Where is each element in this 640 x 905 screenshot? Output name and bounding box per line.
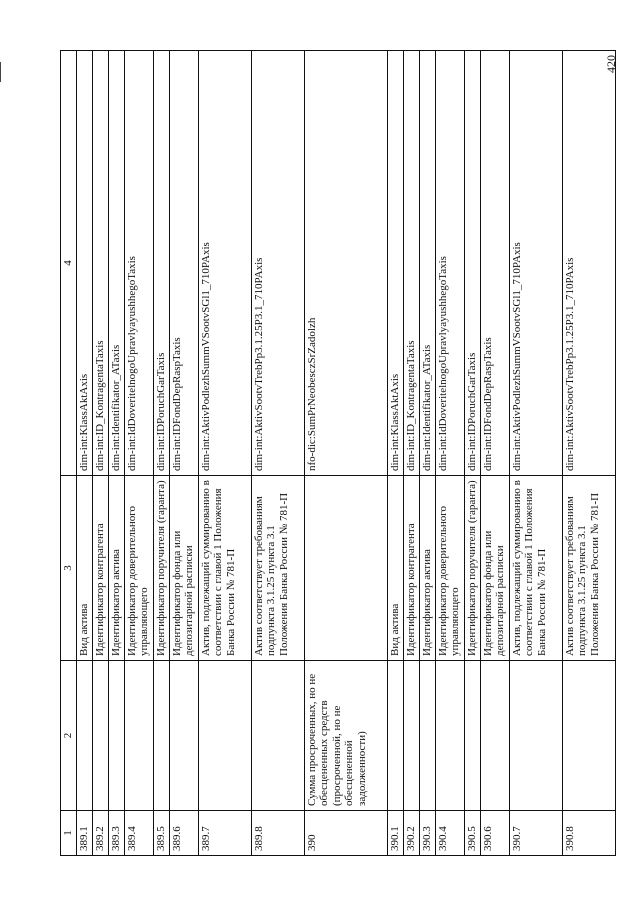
header-cell: 4 [61,51,77,476]
table-row [403,51,419,856]
cell-attribute: Вид актива [76,476,92,661]
cell-id: 389.1 [76,811,92,856]
table-row [435,51,464,856]
cell-name [403,661,419,811]
cell-name [76,661,92,811]
cell-name [169,661,198,811]
table-row [169,51,198,856]
cell-name [480,661,509,811]
cell-attribute: Идентификатор контрагента [92,476,108,661]
table-body [76,51,615,856]
cell-attribute: Идентификатор поручителя (гаранта) [464,476,480,661]
cell-attribute: Идентификатор доверительного управляющего [124,476,153,661]
table-row [251,51,304,856]
cell-id: 389.2 [92,811,108,856]
cell-attribute: Вид актива [387,476,403,661]
cell-attribute: Актив соответствует требованиям подпункта 3.1.25 пункта 3.1 Положения Банка России № 781-П [251,476,304,661]
cell-id: 389.7 [198,811,251,856]
cell-id: 390.2 [403,811,419,856]
cell-name [108,661,124,811]
cell-id: 390.5 [464,811,480,856]
cell-code: dim-int:AktivSootvTrebPp3.1.25P3.1_710PAxis [562,51,615,476]
cell-code: dim-int:IDFondDepRaspTaxis [480,51,509,476]
cell-id: 390 [304,811,387,856]
table-row [562,51,615,856]
cell-code: dim-int:IdDoveritelnogoUpravlyayushhegoTaxis [435,51,464,476]
cell-code: dim-int:IDPoruchGarTaxis [464,51,480,476]
cell-code: dim-int:IDFondDepRaspTaxis [169,51,198,476]
cell-id: 389.6 [169,811,198,856]
cell-attribute: Идентификатор фонда или депозитарной расписки [169,476,198,661]
table-row [464,51,480,856]
table-row [509,51,562,856]
table-row [480,51,509,856]
cell-code: dim-int:Identifikator_ATaxis [419,51,435,476]
table-row [304,51,387,856]
scan-edge-mark [0,62,1,82]
cell-name [509,661,562,811]
cell-attribute [304,476,387,661]
table-row [153,51,169,856]
cell-code: nfo-dic:SumPrNeobesczSrZadolzh [304,51,387,476]
cell-name [92,661,108,811]
cell-name [251,661,304,811]
header-cell: 2 [61,661,77,811]
cell-code: dim-int:IdDoveritelnogoUpravlyayushhegoTaxis [124,51,153,476]
cell-attribute: Идентификатор контрагента [403,476,419,661]
cell-code: dim-int:AktivSootvTrebPp3.1.25P3.1_710PAxis [251,51,304,476]
cell-code: dim-int:AktivPodlezhSummVSootvSGl1_710PAxis [509,51,562,476]
table-row [92,51,108,856]
cell-attribute: Актив соответствует требованиям подпункта 3.1.25 пункта 3.1 Положения Банка России № 781-П [562,476,615,661]
cell-code: dim-int:ID_KontragentaTaxis [403,51,419,476]
cell-id: 389.3 [108,811,124,856]
table-row [419,51,435,856]
cell-id: 390.3 [419,811,435,856]
table-row [76,51,92,856]
cell-attribute: Идентификатор актива [108,476,124,661]
table-row [387,51,403,856]
cell-attribute: Актив, подлежащий суммированию в соответствии с главой 1 Положения Банка России № 781-П [198,476,251,661]
cell-name: Сумма просроченных, но не обесцененных средств (просроченной, но не обесцененной задолженности) [304,661,387,811]
cell-id: 389.4 [124,811,153,856]
cell-code: dim-int:ID_KontragentaTaxis [92,51,108,476]
cell-name [153,661,169,811]
cell-id: 389.8 [251,811,304,856]
cell-code: dim-int:Identifikator_ATaxis [108,51,124,476]
cell-name [419,661,435,811]
cell-id: 389.5 [153,811,169,856]
cell-name [435,661,464,811]
taxonomy-table [60,50,616,856]
header-cell: 3 [61,476,77,661]
cell-id: 390.1 [387,811,403,856]
cell-code: dim-int:IDPoruchGarTaxis [153,51,169,476]
rotated-page [60,51,601,856]
header-cell: 1 [61,811,77,856]
header-row [61,51,77,856]
cell-name [464,661,480,811]
cell-id: 390.4 [435,811,464,856]
cell-attribute: Идентификатор доверительного управляющего [435,476,464,661]
cell-name [198,661,251,811]
page-number-text: 420 [604,55,618,73]
cell-code: dim-int:KlassAktAxis [76,51,92,476]
cell-name [124,661,153,811]
cell-name [387,661,403,811]
table-row [198,51,251,856]
cell-id: 390.6 [480,811,509,856]
cell-code: dim-int:AktivPodlezhSummVSootvSGl1_710PAxis [198,51,251,476]
cell-id: 390.8 [562,811,615,856]
cell-attribute: Идентификатор поручителя (гаранта) [153,476,169,661]
cell-code: dim-int:KlassAktAxis [387,51,403,476]
cell-id: 390.7 [509,811,562,856]
table-row [108,51,124,856]
cell-attribute: Идентификатор актива [419,476,435,661]
table-row [124,51,153,856]
cell-name [562,661,615,811]
cell-attribute: Идентификатор фонда или депозитарной расписки [480,476,509,661]
cell-attribute: Актив, подлежащий суммированию в соответствии с главой 1 Положения Банка России № 781-П [509,476,562,661]
